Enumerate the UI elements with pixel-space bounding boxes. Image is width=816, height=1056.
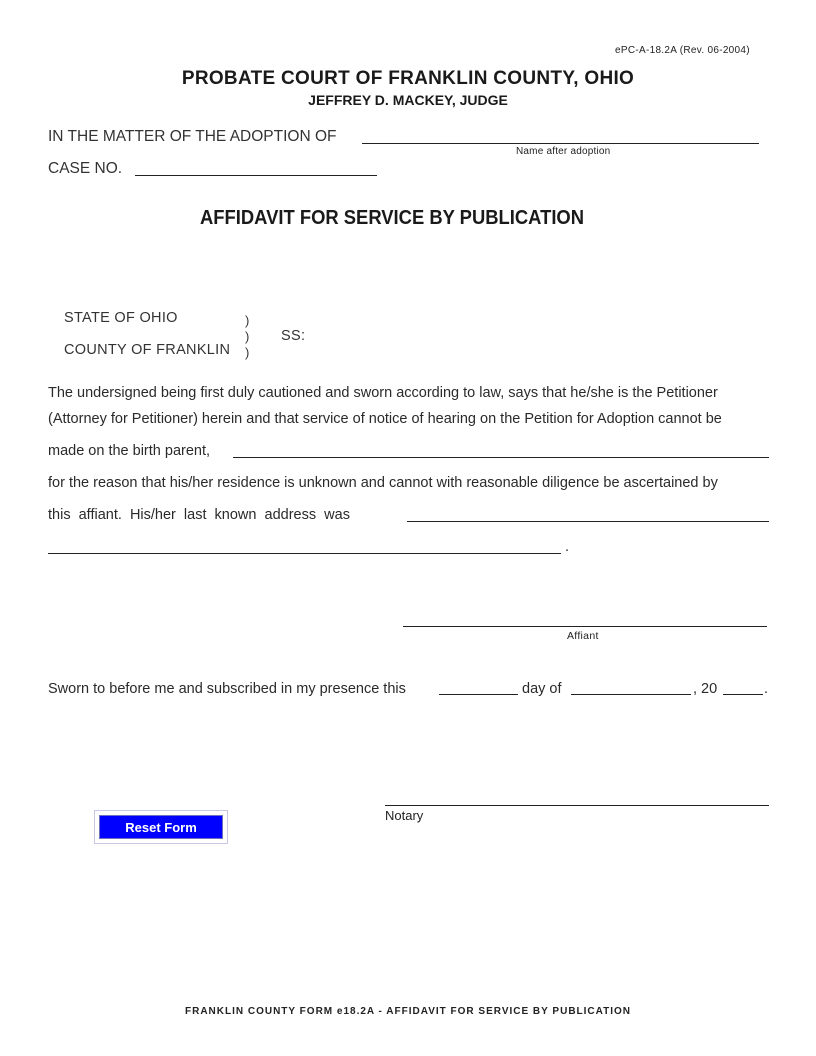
court-name: PROBATE COURT OF FRANKLIN COUNTY, OHIO xyxy=(181,68,635,89)
case-no-label: CASE NO. xyxy=(48,160,123,177)
footer-form-title: FRANKLIN COUNTY FORM e18.2A - AFFIDAVIT FOR SERVICE BY PUBLICATION xyxy=(184,1006,632,1017)
venue-paren: ) xyxy=(245,329,250,344)
adoptee-name-field[interactable] xyxy=(362,129,759,144)
reset-button-frame xyxy=(94,810,228,844)
venue-ss: SS: xyxy=(281,328,306,344)
body-line-1: The undersigned being first duly cautioned and sworn according to law, says that he/she is the Petitioner xyxy=(48,385,718,401)
affiant-label: Affiant xyxy=(567,630,599,642)
name-after-adoption-hint: Name after adoption xyxy=(516,146,611,157)
jurat-day-field[interactable] xyxy=(439,680,518,695)
matter-label: IN THE MATTER OF THE ADOPTION OF xyxy=(48,128,337,145)
jurat-prefix: Sworn to before me and subscribed in my presence this xyxy=(48,681,406,697)
case-number-field[interactable] xyxy=(135,161,377,176)
form-id: ePC-A-18.2A (Rev. 06-2004) xyxy=(615,45,750,56)
address-period: . xyxy=(565,539,570,555)
venue-paren: ) xyxy=(245,313,250,328)
jurat-day-of: day of xyxy=(522,681,562,697)
affiant-signature-field[interactable] xyxy=(403,612,767,627)
judge-name: JEFFREY D. MACKEY, JUDGE xyxy=(308,92,508,108)
venue-state: STATE OF OHIO xyxy=(64,310,178,326)
jurat-period: . xyxy=(764,681,769,697)
last-known-address-field-2[interactable] xyxy=(48,539,561,554)
reset-form-button[interactable]: Reset Form xyxy=(99,815,223,839)
body-line-3-label: made on the birth parent, xyxy=(48,443,211,459)
body-line-4: for the reason that his/her residence is unknown and cannot with reasonable diligence be ascertained by xyxy=(48,475,718,491)
jurat-year-field[interactable] xyxy=(723,680,763,695)
venue-paren: ) xyxy=(245,345,250,360)
document-title: AFFIDAVIT FOR SERVICE BY PUBLICATION xyxy=(200,207,585,229)
jurat-year-prefix: , 20 xyxy=(693,681,718,697)
birth-parent-field[interactable] xyxy=(233,443,769,458)
notary-signature-field[interactable] xyxy=(385,791,769,806)
jurat-month-field[interactable] xyxy=(571,680,691,695)
body-line-2: (Attorney for Petitioner) herein and that service of notice of hearing on the Petition for Adoption cannot be xyxy=(48,411,722,427)
last-known-address-field-1[interactable] xyxy=(407,507,769,522)
body-line-5-label: this affiant. His/her last known address was xyxy=(48,507,350,523)
notary-label: Notary xyxy=(385,808,424,823)
venue-county: COUNTY OF FRANKLIN xyxy=(64,342,231,358)
